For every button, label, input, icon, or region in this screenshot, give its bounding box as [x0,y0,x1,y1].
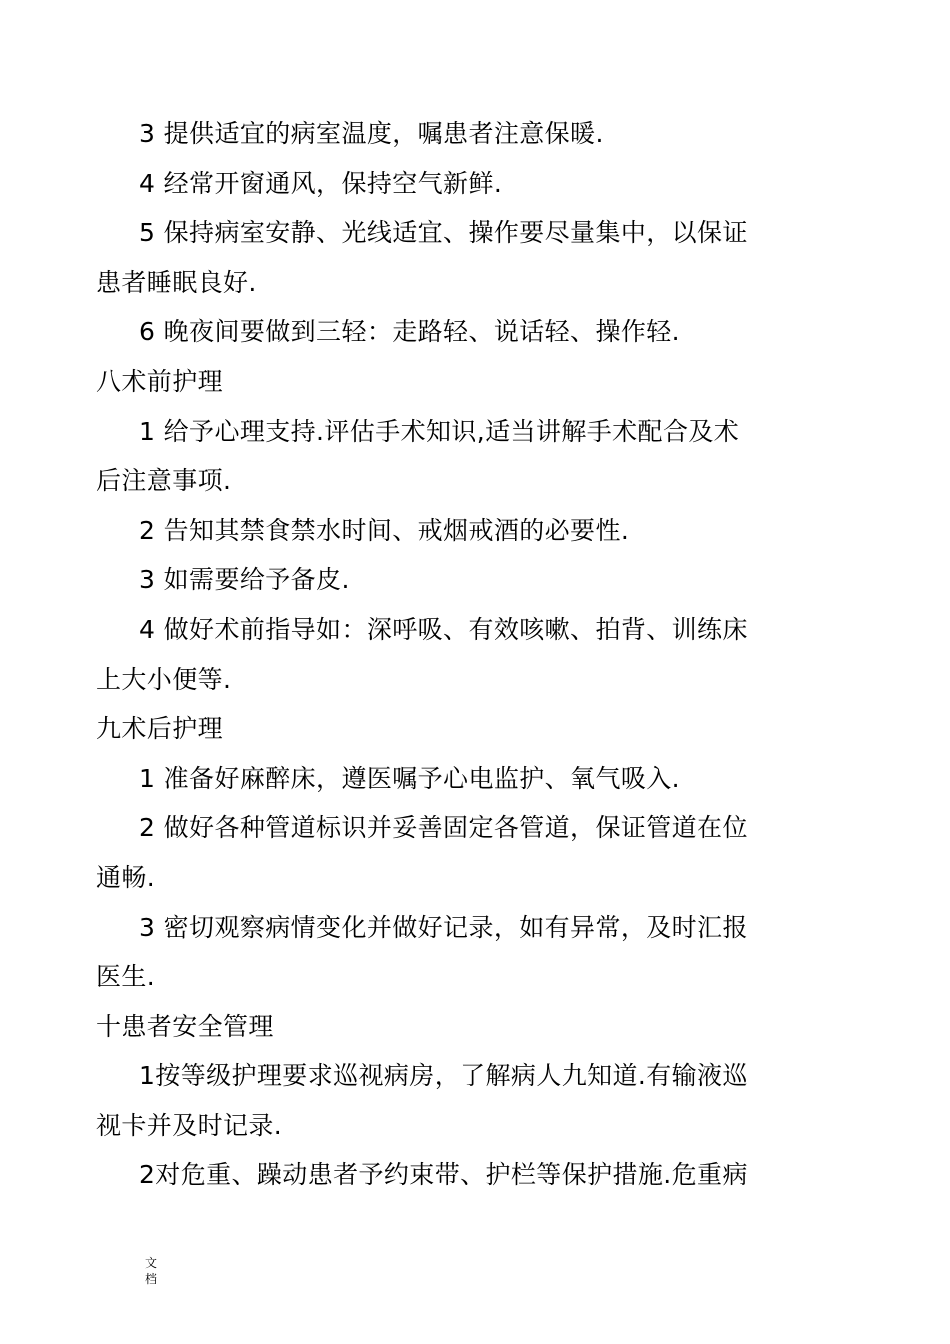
text-line: 2 做好各种管道标识并妥善固定各管道，保证管道在位 [139,813,748,843]
text-line-continuation: 后注意事项. [96,466,232,496]
text-line: 3 如需要给予备皮. [139,565,350,595]
section-heading: 九术后护理 [96,714,224,744]
text-line: 3 提供适宜的病室温度，嘱患者注意保暖. [139,119,604,148]
text-line: 2对危重、躁动患者予约束带、护栏等保护措施.危重病 [139,1160,748,1190]
text-line: 5 保持病室安静、光线适宜、操作要尽量集中，以保证 [139,218,748,248]
text-line-continuation: 通畅. [96,862,156,892]
footer-label: 文档 [145,1256,158,1286]
text-line: 1 准备好麻醉床，遵医嘱予心电监护、氧气吸入. [139,763,681,793]
text-line: 4 经常开窗通风，保持空气新鲜. [139,168,503,198]
text-line: 4 做好术前指导如：深呼吸、有效咳嗽、拍背、训练床 [139,614,748,644]
section-heading: 八术前护理 [96,366,224,396]
text-line-continuation: 医生. [96,962,156,992]
text-line-continuation: 视卡并及时记录. [96,1110,283,1140]
text-line: 2 告知其禁食禁水时间、戒烟戒酒的必要性. [139,515,630,545]
text-line: 1按等级护理要求巡视病房，了解病人九知道.有输液巡 [139,1061,748,1091]
text-line: 1 给予心理支持.评估手术知识,适当讲解手术配合及术 [139,416,740,446]
text-line-continuation: 患者睡眠良好. [96,267,257,297]
text-line: 6 晚夜间要做到三轻：走路轻、说话轻、操作轻. [139,317,681,347]
document-body [96,109,816,1200]
section-heading: 十患者安全管理 [96,1011,274,1041]
text-line: 3 密切观察病情变化并做好记录，如有异常，及时汇报 [139,912,748,942]
text-line-continuation: 上大小便等. [96,664,232,694]
